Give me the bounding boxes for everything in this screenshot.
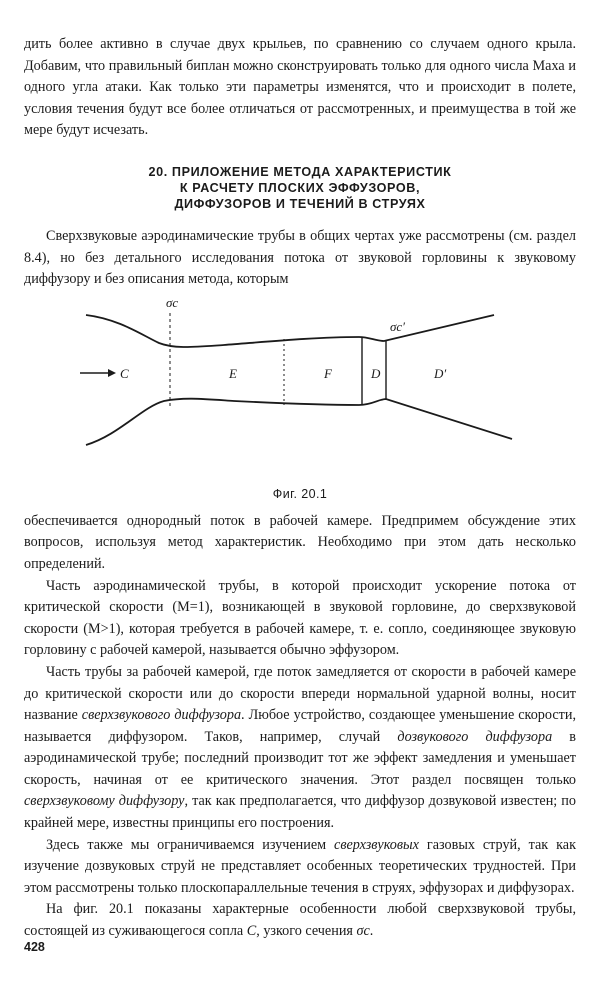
p3-text-d: , так как предполагается, что диффузор дозвуковой известен; по крайней мере, известны принципы его построения.: [24, 793, 576, 832]
p5-text-b: , узкого сечения: [256, 923, 357, 940]
p3-text-c: в аэродинамической трубе; последний производит тот же эффект замедления и уменьшает скорость, начиная от ее критического значения. Этот раздел посвящен только: [24, 728, 576, 788]
figure-20-1: [24, 295, 576, 485]
flow-arrow-head: [108, 369, 116, 377]
p5-text-a: На фиг. 20.1 показаны характерные особенности любой сверхзвуковой трубы, состоящей из суживающегося сопла: [24, 901, 576, 940]
figure-label-sigma-c-prime: σc′: [390, 318, 406, 334]
figure-label-sigma-c: σc: [166, 294, 179, 310]
p3-term-supersonic-diffuser: сверхзвукового диффузора: [81, 707, 242, 724]
wind-tunnel-diagram: [24, 295, 576, 485]
body-paragraph-5: [24, 899, 576, 942]
body-paragraph-2: Часть аэродинамической трубы, в которой происходит ускорение потока от критической скорости (M=1), возникающей в звуковой горловине, до сверхзвуковой скорости (M>1), которая требуется в рабочей камере, т. е. сопло, соединяющее звуковую горловину с рабочей камерой, называется обычно эффузором.: [24, 577, 576, 659]
body-paragraph-1: обеспечивается однородный поток в рабочей камере. Предпримем обсуждение этих вопросов, используя метод характеристик. Необходимо при этом дать несколько определений.: [24, 512, 576, 572]
figure-caption: Фиг. 20.1: [272, 486, 328, 501]
paragraph-continuation: дить более активно в случае двух крыльев, по сравнению со случаем одного крыла. Добавим, что правильный биплан можно сконструировать только для одного числа Маха и одного угла атаки. Как только эти параметры изменятся, что и происходит в полете, условия течения будут все более отличаться от рассмотренных, и преимущества в той же мере будут исчезать.: [24, 36, 576, 139]
section-title-line-2: К РАСЧЕТУ ПЛОСКИХ ЭФФУЗОРОВ,: [179, 180, 421, 195]
p3-term-subsonic-diffuser: дозвукового диффузора: [397, 728, 553, 745]
p3-term-supersonic-diffuser-dat: сверхзвуковому диффузору: [24, 793, 185, 810]
body-paragraph-3: [24, 662, 576, 835]
p5-symbol-C: C: [246, 923, 257, 940]
page-content: [24, 34, 576, 943]
figure-label-D-prime: D′: [434, 365, 447, 381]
page-number: 428: [24, 940, 45, 954]
body-paragraph-4: [24, 835, 576, 900]
intro-paragraph: Сверхзвуковые аэродинамические трубы в общих чертах уже рассмотрены (см. раздел 8.4), но без детального исследования потока от звуковой горловины к звуковому диффузору и без описания метода, которым: [24, 227, 576, 288]
p5-text-c: .: [369, 923, 374, 940]
p4-term-supersonic: сверхзвуковых: [334, 836, 419, 853]
figure-label-F: F: [324, 365, 332, 381]
figure-label-C: C: [120, 365, 129, 381]
section-title-line-3: ДИФФУЗОРОВ И ТЕЧЕНИЙ В СТРУЯХ: [174, 196, 426, 211]
p3-text-a: Часть трубы за рабочей камерой, где поток замедляется от скорости в рабочей камере до критической скорости или до скорости впереди нормальной ударной волны, носит название: [24, 663, 576, 724]
section-title: [24, 164, 576, 212]
figure-label-D: D: [371, 365, 381, 381]
p4-text-a: Здесь также мы ограничиваемся изучением: [46, 836, 335, 853]
p5-symbol-sigma-c: σc: [356, 923, 370, 940]
section-title-line-1: 20. ПРИЛОЖЕНИЕ МЕТОДА ХАРАКТЕРИСТИК: [148, 164, 452, 179]
upper-wall-contour: [86, 315, 494, 347]
lower-wall-contour: [86, 398, 512, 444]
p3-text-b: . Любое устройство, создающее уменьшение скорости, называется диффузором. Таков, например, случай: [24, 707, 576, 745]
figure-label-E: E: [229, 365, 237, 381]
p4-text-b: газовых струй, так как изучение дозвуковых струй не представляет особенных теоретических трудностей. При этом рассмотрены только плоскопараллельные течения в струях, эффузорах и диффузорах.: [24, 836, 576, 896]
